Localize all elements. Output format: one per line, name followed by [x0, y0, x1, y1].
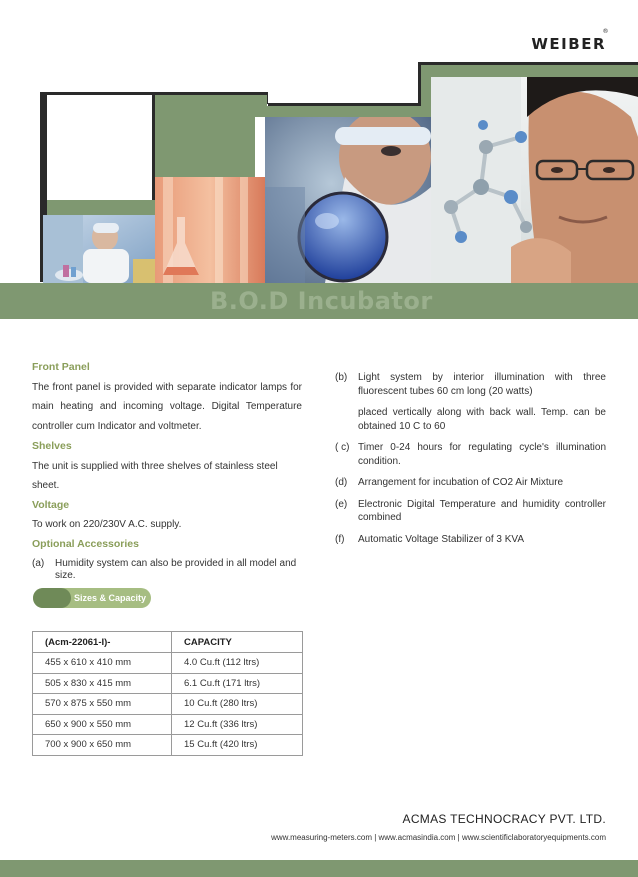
table-row [33, 735, 303, 756]
footer-band [0, 860, 638, 877]
voltage-text: To work on 220/230V A.C. supply. [32, 519, 182, 530]
registered-mark: ® [602, 28, 610, 35]
table-cell-size: 650 x 900 x 550 mm [33, 714, 172, 735]
feature-text: Light system by interior illumination with three fluorescent tubes 60 cm long (20 watts) [358, 372, 606, 397]
table-row [33, 714, 303, 735]
pill-knob-icon [33, 588, 71, 608]
table-cell-capacity: 4.0 Cu.ft (112 ltrs) [172, 653, 303, 674]
table-header-capacity: CAPACITY [172, 632, 303, 653]
lab-worker-photo [43, 215, 155, 283]
table-header-row [33, 632, 303, 653]
feature-text: Arrangement for incubation of CO2 Air Mixture [358, 477, 564, 488]
table-cell-capacity: 6.1 Cu.ft (171 ltrs) [172, 673, 303, 694]
table-cell-size: 455 x 610 x 410 mm [33, 653, 172, 674]
table-row [33, 673, 303, 694]
right-column [335, 371, 606, 554]
table-cell-capacity: 10 Cu.ft (280 ltrs) [172, 694, 303, 715]
shelves-text: The unit is supplied with three shelves of stainless steel sheet. [32, 460, 278, 491]
feature-item [335, 371, 606, 398]
sizes-capacity-label: Sizes & Capacity [74, 593, 147, 603]
feature-item [335, 476, 606, 490]
left-column [32, 358, 302, 582]
feature-continuation: placed vertically along with back wall. Temp. can be obtained 10 C to 60 [358, 407, 606, 432]
shelves-heading: Shelves [32, 440, 72, 452]
feature-item [335, 533, 606, 547]
feature-label: (e) [335, 498, 348, 510]
scientist-magnifier-photo [265, 117, 431, 283]
feature-label: (f) [335, 533, 345, 545]
front-panel-text: The front panel is provided with separate indicator lamps for main heating and incoming voltage. Digital Temperature controller cum Indicator and voltmeter. [32, 381, 302, 432]
optional-item [32, 558, 302, 582]
scientist-molecule-photo [431, 77, 638, 283]
brand-logo [531, 28, 610, 53]
feature-text: Timer 0-24 hours for regulating cycle's illumination condition. [358, 442, 606, 467]
capacity-table [32, 631, 303, 756]
table-header-model: (Acm-22061-I)- [33, 632, 172, 653]
table-cell-size: 570 x 875 x 550 mm [33, 694, 172, 715]
table-cell-size: 700 x 900 x 650 mm [33, 735, 172, 756]
feature-text: Electronic Digital Temperature and humidity controller combined [358, 498, 606, 523]
feature-item [335, 498, 606, 525]
feature-label: (d) [335, 477, 348, 488]
front-panel-heading: Front Panel [32, 361, 90, 373]
table-row [33, 694, 303, 715]
voltage-heading: Voltage [32, 498, 70, 511]
company-name: ACMAS TECHNOCRACY PVT. LTD. [402, 812, 606, 826]
feature-item [335, 441, 606, 468]
website-links: www.measuring-meters.com | www.acmasindia.com | www.scientificlaboratoryequipments.com [271, 833, 606, 842]
optional-item-text: Humidity system can also be provided in all model and size. [55, 558, 297, 581]
optional-accessories-heading: Optional Accessories [32, 537, 139, 550]
table-cell-capacity: 15 Cu.ft (420 ltrs) [172, 735, 303, 756]
feature-label: (b) [335, 372, 348, 383]
product-title: B.O.D Incubator [210, 287, 433, 315]
table-cell-capacity: 12 Cu.ft (336 ltrs) [172, 714, 303, 735]
feature-label: ( c) [335, 442, 350, 453]
optional-item-label: (a) [32, 558, 45, 569]
table-cell-size: 505 x 830 x 415 mm [33, 673, 172, 694]
brand-logo-text: WEIBER [531, 35, 606, 53]
glassware-photo [155, 177, 265, 283]
table-row [33, 653, 303, 674]
feature-text: Automatic Voltage Stabilizer of 3 KVA [358, 533, 525, 545]
